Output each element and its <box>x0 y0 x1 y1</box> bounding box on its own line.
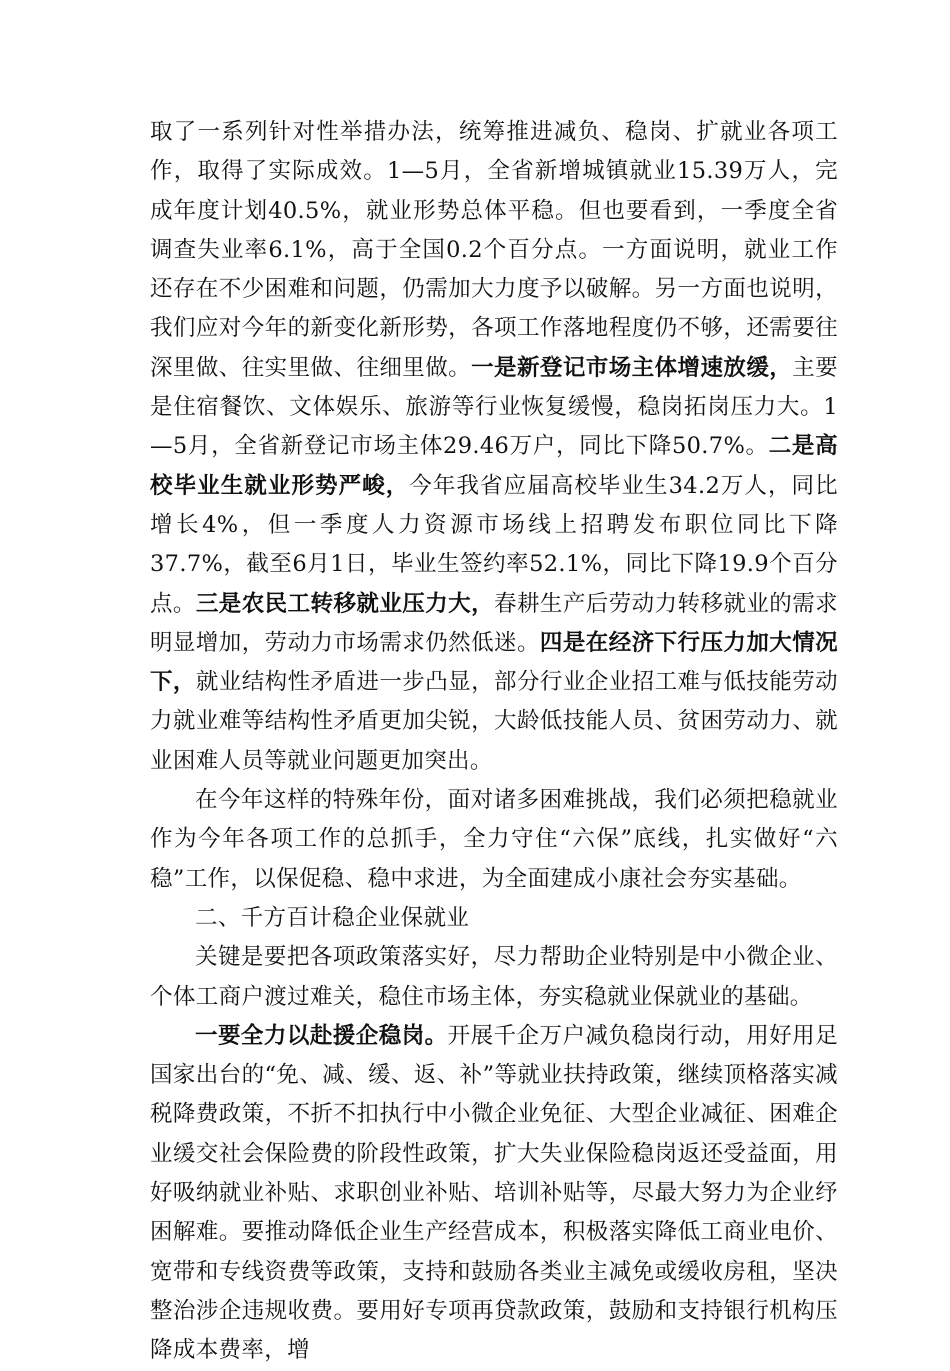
text-segment: 主要是住宿餐饮、文体娱乐、旅游等行业恢复缓慢，稳岗拓岗压力大。1—5月，全省新登记市场主体29.46万户，同比下降50.7%。 <box>150 354 839 460</box>
bold-heading-two: 二是高校毕业生就业形势严峻， <box>150 433 838 499</box>
text-segment: 就业结构性矛盾进一步凸显，部分行业企业招工难与低技能劳动力就业难等结构性矛盾更加尖锐，大龄低技能人员、贫困劳动力、就业困难人员等就业问题更加突出。 <box>150 669 838 774</box>
paragraph-situation <box>150 113 838 781</box>
bold-heading-four: 四是在经济下行压力加大情况下， <box>150 629 839 696</box>
bold-heading-one: 一是新登记市场主体增速放缓， <box>471 354 793 381</box>
text-segment: 关键是要把各项政策落实好，尽力帮助企业特别是中小微企业、个体工商户渡过难关，稳住市场主体，夯实稳就业保就业的基础。 <box>150 944 838 1010</box>
section-heading-text: 二、千方百计稳企业保就业 <box>195 904 470 931</box>
text-segment: 在今年这样的特殊年份，面对诸多困难挑战，我们必须把稳就业作为今年各项工作的总抓手，全力守住“六保”底线，扎实做好“六稳”工作，以保促稳、稳中求进，为全面建成小康社会夯实基础。 <box>150 787 838 892</box>
text-segment: 开展千企万户减负稳岗行动，用好用足国家出台的“免、减、缓、返、补”等就业扶持政策，继续顶格落实减税降费政策，不折不扣执行中小微企业免征、大型企业减征、困难企业缓交社会保险费的阶段性政策，扩大失业保险稳岗返还受益面，用好吸纳就业补贴、求职创业补贴、培训补贴等，尽最大努力为企业纾困解难。要推动降低企业生产经营成本，积极落实降低工商业电价、宽带和专线资费等政策，支持和鼓励各类业主减免或缓收房租，坚决整治涉企违规收费。要用好专项再贷款政策，鼓励和支持银行机构压降成本费率，增 <box>150 1022 838 1364</box>
bold-heading-three: 三是农民工转移就业压力大， <box>195 590 495 617</box>
text-segment: 取了一系列针对性举措办法，统筹推进减负、稳岗、扩就业各项工作，取得了实际成效。1—5月，全省新增城镇就业15.39万人，完成年度计划40.5%，就业形势总体平稳。但也要看到，一季度全省调查失业率6.1%，高于全国0.2个百分点。一方面说明，就业工作还存在不少困难和问题，仍需加大力度予以破解。另一方面也说明，我们应对今年的新变化新形势，各项工作落地程度仍不够，还需要往深里做、往实里做、往细里做。 <box>150 119 838 381</box>
text-segment: 今年我省应届高校毕业生34.2万人，同比增长4%，但一季度人力资源市场线上招聘发布职位同比下降37.7%，截至6月1日，毕业生签约率52.1%，同比下降19.9个百分点。 <box>150 472 838 617</box>
paragraph-six-stability <box>150 781 838 899</box>
paragraph-support-enterprises <box>150 1017 838 1371</box>
bold-heading-support: 一要全力以赴援企稳岗。 <box>195 1022 448 1049</box>
document-body <box>150 113 838 1371</box>
section-heading <box>150 899 838 938</box>
paragraph-key-point <box>150 938 838 1017</box>
text-segment: 春耕生产后劳动力转移就业的需求明显增加，劳动力市场需求仍然低迷。 <box>150 590 838 656</box>
